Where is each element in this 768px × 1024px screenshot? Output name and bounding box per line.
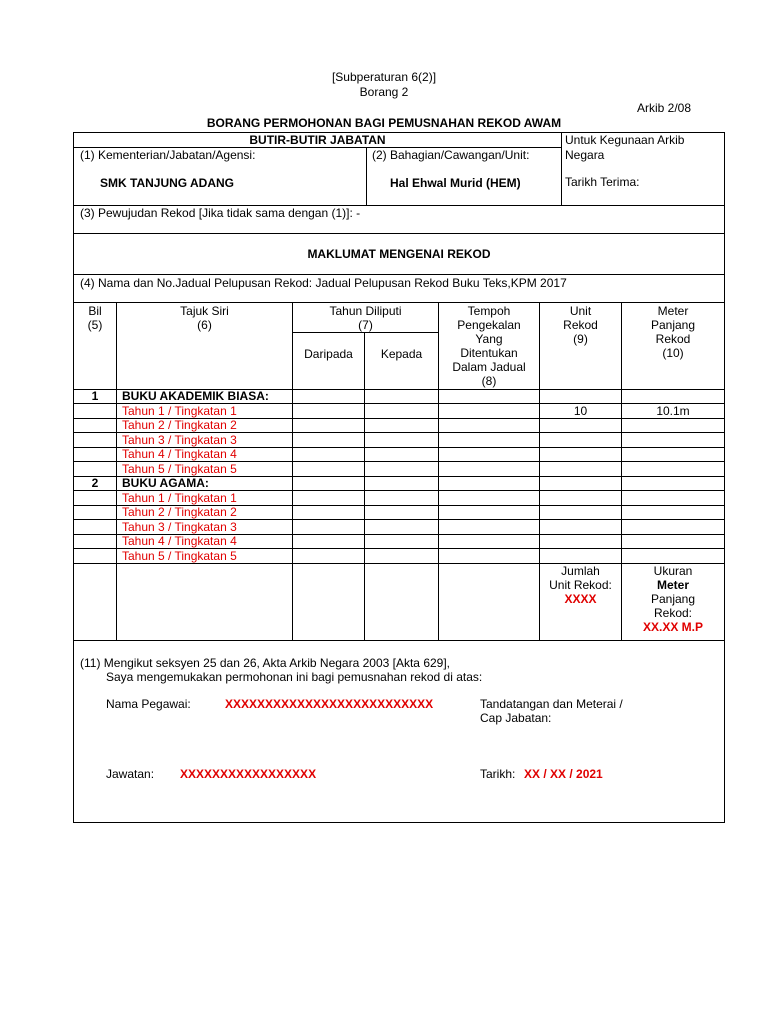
table-row-tajuk: Tahun 3 / Tingkatan 3 xyxy=(122,520,237,534)
pewujudan-label: (3) Pewujudan Rekod [Jika tidak sama dengan (1)]: - xyxy=(80,206,361,220)
jabatan-heading: BUTIR-BUTIR JABATAN xyxy=(249,133,386,147)
table-row-tajuk: Tahun 1 / Tingkatan 1 xyxy=(122,404,237,418)
column-header-top-line xyxy=(73,302,725,303)
kementerian-label: (1) Kementerian/Jabatan/Agensi: xyxy=(80,148,256,162)
col-tajuk-line xyxy=(116,302,117,640)
rekod-heading: MAKLUMAT MENGENAI REKOD xyxy=(307,247,491,261)
col-header-kepada: Kepada xyxy=(380,347,423,361)
tarikh-value: XX / XX / 2021 xyxy=(524,767,603,781)
col-header-meter: Meter Panjang Rekod (10) xyxy=(650,304,696,360)
jabatan-mid-divider xyxy=(366,147,367,206)
table-row-unit: 10 xyxy=(573,404,588,418)
bahagian-value: Hal Ehwal Murid (HEM) xyxy=(390,176,521,190)
group-bil: 2 xyxy=(91,476,99,490)
table-row-tajuk: Tahun 2 / Tingkatan 2 xyxy=(122,505,237,519)
table-row-tajuk: Tahun 1 / Tingkatan 1 xyxy=(122,491,237,505)
table-row-tajuk: Tahun 4 / Tingkatan 4 xyxy=(122,447,237,461)
declaration-line-1: (11) Mengikut seksyen 25 dan 26, Akta Arkib Negara 2003 [Akta 629], xyxy=(80,656,451,670)
col-kepada-line xyxy=(364,332,365,640)
bahagian-label: (2) Bahagian/Cawangan/Unit: xyxy=(372,148,530,162)
col-header-tempoh: Tempoh Pengekalan Yang Ditentukan Dalam Jadual (8) xyxy=(452,304,526,388)
kementerian-value: SMK TANJUNG ADANG xyxy=(100,176,234,190)
form-title: BORANG PERMOHONAN BAGI PEMUSNAHAN REKOD AWAM xyxy=(206,116,562,130)
jawatan-value: XXXXXXXXXXXXXXXXX xyxy=(180,767,317,781)
table-row-tajuk: Tahun 3 / Tingkatan 3 xyxy=(122,433,237,447)
nama-pegawai-value: XXXXXXXXXXXXXXXXXXXXXXXXXX xyxy=(225,697,434,711)
jadual-top-line xyxy=(73,274,725,275)
subperaturan-label: [Subperaturan 6(2)] xyxy=(331,70,437,84)
col-header-bil: Bil (5) xyxy=(87,304,103,332)
arkib-code: Arkib 2/08 xyxy=(637,101,692,115)
arkib-use-label: Untuk Kegunaan Arkib xyxy=(565,133,685,147)
jadual-label: (4) Nama dan No.Jadual Pelupusan Rekod: Jadual Pelupusan Rekod Buku Teks,KPM 2017 xyxy=(80,276,567,290)
group-title: BUKU AKADEMIK BIASA: xyxy=(122,389,269,403)
table-row-meter: 10.1m xyxy=(656,404,690,418)
table-row-tajuk: Tahun 4 / Tingkatan 4 xyxy=(122,534,237,548)
tahun-sub-divider xyxy=(292,332,438,333)
tarikh-label: Tarikh: xyxy=(480,767,516,781)
rekod-heading-top-line xyxy=(73,233,725,234)
borang-number: Borang 2 xyxy=(359,85,409,99)
group-title: BUKU AGAMA: xyxy=(122,476,209,490)
table-row-tajuk: Tahun 2 / Tingkatan 2 xyxy=(122,418,237,432)
jumlah-unit-rekod: Jumlah Unit Rekod: XXXX xyxy=(540,564,621,606)
col-header-unit: Unit Rekod (9) xyxy=(563,304,598,346)
group-bil: 1 xyxy=(91,389,99,403)
arkib-use-label-2: Negara xyxy=(565,148,605,162)
table-row-tajuk: Tahun 5 / Tingkatan 5 xyxy=(122,549,237,563)
col-header-daripada: Daripada xyxy=(304,347,353,361)
col-header-tahun: Tahun Diliputi (7) xyxy=(329,304,402,332)
ukuran-value: XX.XX M.P xyxy=(642,620,704,634)
tarikh-terima-label: Tarikh Terima: xyxy=(565,175,640,189)
table-row-tajuk: Tahun 5 / Tingkatan 5 xyxy=(122,462,237,476)
ukuran-meter-panjang: Ukuran Meter Panjang Rekod: XX.XX M.P xyxy=(622,564,724,634)
jumlah-value: XXXX xyxy=(564,592,597,606)
nama-pegawai-label: Nama Pegawai: xyxy=(106,697,191,711)
tandatangan-label: Tandatangan dan Meterai / Cap Jabatan: xyxy=(480,697,623,725)
declaration-line-2: Saya mengemukakan permohonan ini bagi pemusnahan rekod di atas: xyxy=(106,670,483,684)
col-header-tajuk: Tajuk Siri (6) xyxy=(180,304,229,332)
declaration-top-line xyxy=(73,640,725,641)
jawatan-label: Jawatan: xyxy=(106,767,155,781)
